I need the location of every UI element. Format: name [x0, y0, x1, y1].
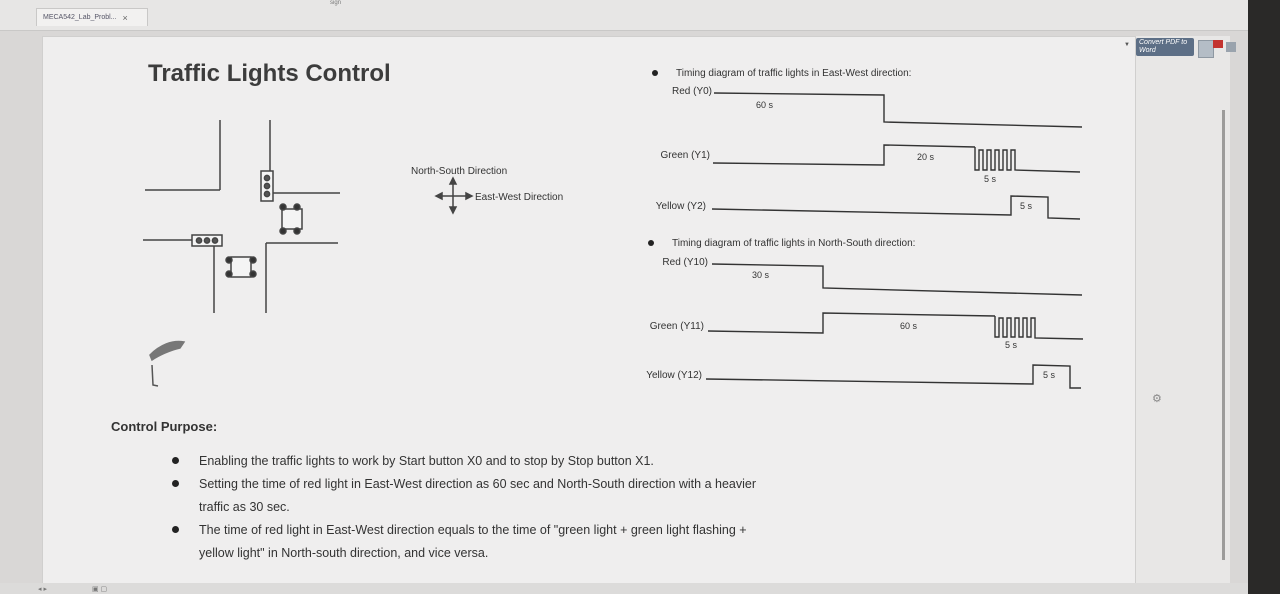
tab-label: MECA542_Lab_Probl... — [43, 14, 117, 21]
signal-label-yellow-y2: Yellow (Y2) — [655, 201, 706, 212]
close-icon[interactable]: × — [122, 12, 128, 23]
control-purpose-heading: Control Purpose: — [111, 419, 218, 434]
timing-yellow-ns: 5 s — [1043, 370, 1056, 380]
slide-title: Traffic Lights Control — [148, 60, 391, 87]
timing-green-ns: 60 s — [900, 321, 918, 331]
timing-red-ew: 60 s — [756, 100, 774, 110]
direction-label-ns: North-South Direction — [411, 166, 508, 177]
toolbar-label: sign — [330, 0, 342, 6]
list-item: The time of red light in East-West direction equals to the time of "green light + green light flashing + yellow light" in North-south direction, and vice versa. — [170, 519, 759, 565]
signal-label-red-y10: Red (Y10) — [662, 257, 708, 268]
timing-flash-ew: 5 s — [984, 174, 997, 184]
list-item: Setting the time of red light in East-West direction as 60 sec and North-South direction with a heavier traffic as 30 sec. — [170, 473, 759, 519]
timing-flash-ns: 5 s — [1005, 340, 1018, 350]
timing-red-ns: 30 s — [752, 270, 770, 280]
chevron-down-icon[interactable]: ▼ — [1124, 42, 1130, 48]
bullet — [648, 240, 654, 246]
list-item: Enabling the traffic lights to work by Start button X0 and to stop by Stop button X1. — [170, 450, 770, 473]
signal-label-green-y11: Green (Y11) — [649, 321, 704, 332]
signal-label-yellow-y12: Yellow (Y12) — [646, 370, 702, 381]
timing-yellow-ew: 5 s — [1020, 201, 1033, 211]
timing-heading-ns: Timing diagram of traffic lights in North-South direction: — [672, 238, 916, 249]
convert-pdf-button[interactable]: Convert PDF to Word — [1136, 38, 1194, 56]
signal-label-red-y0: Red (Y0) — [671, 86, 712, 97]
nav-arrow-icon[interactable]: ◂ ▸ — [38, 586, 47, 593]
signal-label-green-y1: Green (Y1) — [660, 150, 710, 161]
page-icon[interactable]: ▣ ▢ — [92, 586, 108, 593]
control-purpose-list — [170, 450, 770, 565]
settings-icon[interactable]: ⚙ — [1152, 393, 1162, 405]
direction-label-ew: East-West Direction — [475, 192, 564, 203]
timing-green-ew: 20 s — [917, 152, 935, 162]
timing-heading-ew: Timing diagram of traffic lights in East-West direction: — [676, 68, 912, 79]
bullet — [652, 70, 658, 76]
